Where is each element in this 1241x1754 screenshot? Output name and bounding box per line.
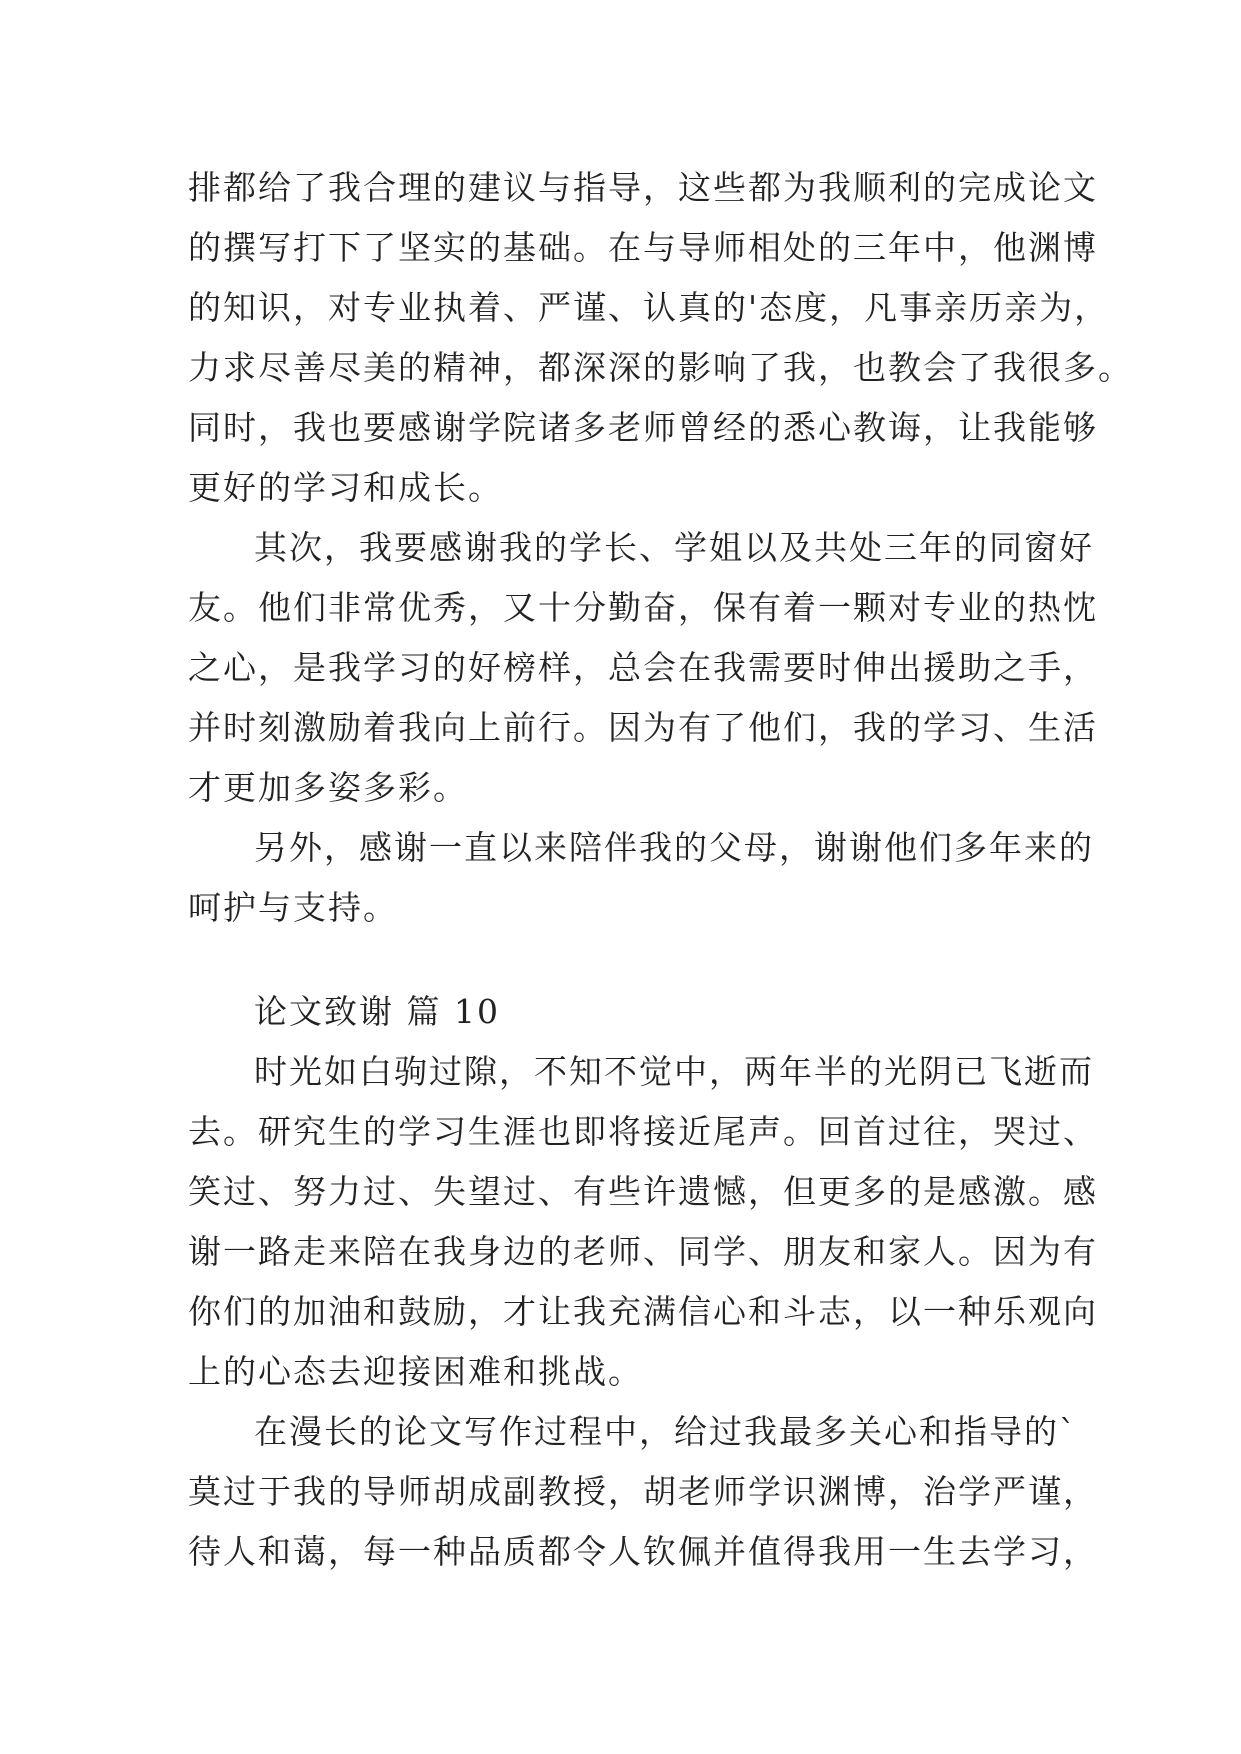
section-heading: 论文致谢 篇 10 (254, 992, 500, 1031)
paragraph-line: 笑过、努力过、失望过、有些许遗憾，但更多的是感激。感 (188, 1172, 1098, 1211)
paragraph-line: 的撰写打下了坚实的基础。在与导师相处的三年中，他渊博 (188, 228, 1098, 267)
paragraph-line: 谢一路走来陪在我身边的老师、同学、朋友和家人。因为有 (188, 1232, 1098, 1271)
paragraph-line: 去。研究生的学习生涯也即将接近尾声。回首过往，哭过、 (188, 1112, 1098, 1151)
paragraph-line: 更好的学习和成长。 (188, 468, 503, 507)
paragraph-line: 之心，是我学习的好榜样，总会在我需要时伸出援助之手， (188, 648, 1098, 687)
paragraph-line: 呵护与支持。 (188, 888, 398, 927)
paragraph-line: 另外，感谢一直以来陪伴我的父母，谢谢他们多年来的 (254, 828, 1094, 867)
paragraph-line: 上的心态去迎接困难和挑战。 (188, 1352, 643, 1391)
paragraph-line: 你们的加油和鼓励，才让我充满信心和斗志，以一种乐观向 (188, 1292, 1098, 1331)
paragraph-line: 时光如白驹过隙，不知不觉中，两年半的光阴已飞逝而 (254, 1052, 1094, 1091)
paragraph-line: 才更加多姿多彩。 (188, 768, 468, 807)
paragraph-line: 排都给了我合理的建议与指导，这些都为我顺利的完成论文 (188, 168, 1098, 207)
paragraph-line: 的知识，对专业执着、严谨、认真的'态度，凡事亲历亲为， (188, 288, 1110, 327)
paragraph-line: 其次，我要感谢我的学长、学姐以及共处三年的同窗好 (254, 528, 1094, 567)
paragraph-line: 友。他们非常优秀，又十分勤奋，保有着一颗对专业的热忱 (188, 588, 1098, 627)
paragraph-line: 并时刻激励着我向上前行。因为有了他们，我的学习、生活 (188, 708, 1098, 747)
paragraph-line: 在漫长的论文写作过程中，给过我最多关心和指导的` (254, 1412, 1078, 1451)
paragraph-line: 莫过于我的导师胡成副教授，胡老师学识渊博，治学严谨， (188, 1472, 1098, 1511)
paragraph-line: 力求尽善尽美的精神，都深深的影响了我，也教会了我很多。 (188, 348, 1133, 387)
paragraph-line: 待人和蔼，每一种品质都令人钦佩并值得我用一生去学习， (188, 1532, 1098, 1571)
paragraph-line: 同时，我也要感谢学院诸多老师曾经的悉心教诲，让我能够 (188, 408, 1098, 447)
